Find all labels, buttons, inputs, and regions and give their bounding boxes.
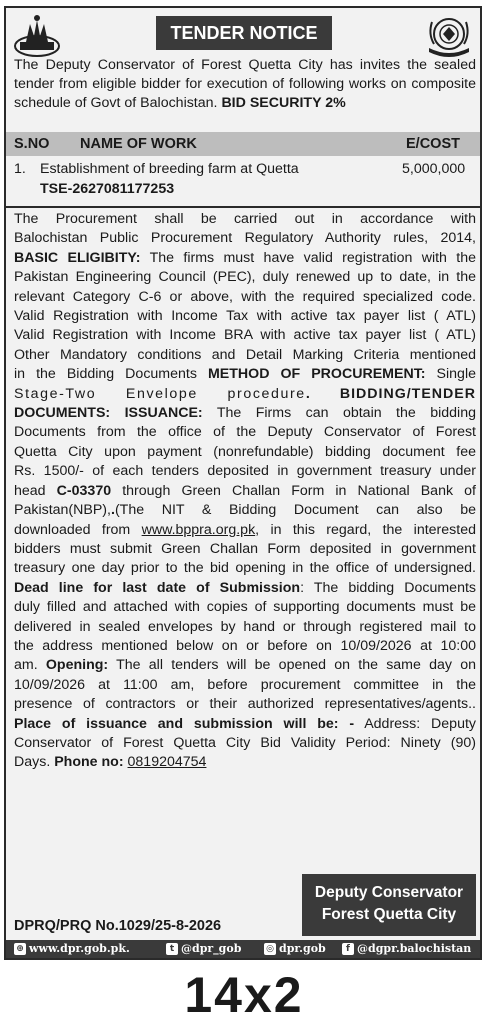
signature-line-1: Deputy Conservator xyxy=(314,884,464,901)
body-text: delivered in sealed envelopes by hand or through registered mail to xyxy=(14,618,476,635)
body-line xyxy=(14,385,476,404)
footer-facebook-text: @dgpr.balochistan xyxy=(357,942,472,955)
footer-website-text: www.dpr.gob.pk. xyxy=(29,942,130,955)
row-sno: 1. xyxy=(14,161,26,177)
body-line xyxy=(14,423,476,442)
body-text: the address mentioned below on or before on 10/09/2026 at 10:00 xyxy=(14,637,476,654)
bppra-website-link[interactable]: www.bppra.org.pk xyxy=(141,521,256,538)
opening-label: Opening: xyxy=(45,657,109,674)
body-text: treasury one day prior to the bid opening in the office of undersigned. xyxy=(14,560,476,577)
basic-eligibility-label: BASIC ELIGIBITY: xyxy=(14,249,141,266)
bid-security: BID SECURITY 2% xyxy=(221,95,346,111)
body-line xyxy=(14,618,476,637)
globe-icon: ⊕ xyxy=(14,943,26,955)
body-text: The Procurement shall be carried out in accordance with xyxy=(14,211,476,227)
body-line xyxy=(14,210,476,229)
body-text: : The bidding Documents xyxy=(300,579,476,596)
body-line xyxy=(14,443,476,462)
body-line xyxy=(14,598,476,617)
body-line xyxy=(14,676,476,695)
place-of-issuance-label: Place of issuance and submission will be: - xyxy=(14,715,355,732)
row-tse-number: TSE-2627081177253 xyxy=(40,181,175,197)
body-text: in the Bidding Documents xyxy=(14,366,208,383)
header-ecost: E/COST xyxy=(406,136,460,152)
row-cost: 5,000,000 xyxy=(402,161,466,177)
body-text: The Firms can obtain the bidding xyxy=(202,405,476,422)
body-text: Single xyxy=(425,366,476,383)
body-text: The all tenders will be opened on the same day on xyxy=(108,657,476,674)
body-line xyxy=(14,540,476,559)
tender-conditions xyxy=(14,210,476,773)
tender-advertisement xyxy=(4,6,482,960)
body-text: Address: Deputy xyxy=(354,715,476,732)
intro-paragraph xyxy=(14,56,476,113)
body-text: Days. xyxy=(14,754,55,771)
body-line xyxy=(14,326,476,345)
reference-number: DPRQ/PRQ No.1029/25-8-2026 xyxy=(14,918,222,934)
phone-number[interactable]: 0819204754 xyxy=(127,754,207,771)
body-line xyxy=(14,365,476,384)
tender-notice-title: TENDER NOTICE xyxy=(156,16,332,50)
body-line xyxy=(14,268,476,287)
method-of-procurement-label: METHOD OF PROCUREMENT: xyxy=(207,366,426,383)
body-line xyxy=(14,521,476,540)
body-text: Quetta City upon payment (nonrefundable) bidding document fee xyxy=(14,443,476,460)
footer-facebook[interactable] xyxy=(342,940,471,958)
body-text: duly filled and attached with copies of supporting documents must be xyxy=(14,599,476,616)
body-line xyxy=(14,404,476,423)
body-text: 10/09/2026 at 11:00 am, before procurement committee in the xyxy=(14,676,476,693)
body-text: , in this regard, the interested xyxy=(255,521,476,538)
phone-label: Phone no: xyxy=(54,754,124,771)
body-text: downloaded from xyxy=(14,521,142,538)
header-sno: S.NO xyxy=(14,136,50,152)
footer-instagram-text: dpr.gob xyxy=(279,942,326,955)
deadline-label: Dead line for last date of Submission xyxy=(14,579,301,596)
body-line xyxy=(14,288,476,307)
body-text: am. xyxy=(14,657,46,674)
body-line xyxy=(14,346,476,365)
body-text: Valid Registration with Income BRA with active tax payer list ( ATL) xyxy=(14,327,476,344)
body-line xyxy=(14,579,476,598)
body-line xyxy=(14,482,476,501)
body-line xyxy=(14,753,476,772)
balochistan-emblem-icon xyxy=(12,12,62,60)
body-text: Conservator of Forest Quetta City Bid Validity Period: Ninety (90) xyxy=(14,734,476,751)
body-line xyxy=(14,695,476,714)
body-line xyxy=(14,501,476,520)
footer-bar xyxy=(6,940,480,958)
body-text: Balochistan Public Procurement Regulatory Authority rules, 2014, xyxy=(14,230,476,247)
body-text: Valid Registration with Income Tax with active tax payer list ( ATL) xyxy=(14,308,476,325)
body-text: . xyxy=(110,502,115,519)
documents-issuance-label: DOCUMENTS: ISSUANCE: xyxy=(14,405,203,422)
body-line xyxy=(14,307,476,326)
body-text: Documents from the office of the Deputy Conservator of Forest xyxy=(14,424,476,441)
header-name-of-work: NAME OF WORK xyxy=(80,136,197,152)
row-work: Establishment of breeding farm at Quetta xyxy=(40,161,299,177)
footer-twitter[interactable] xyxy=(166,940,241,958)
body-text: relevant Category C-6 or above, with the required specialized code. xyxy=(14,288,476,305)
bidding-documents-label: . BIDDING/TENDER xyxy=(305,385,476,402)
government-seal-icon xyxy=(424,12,474,60)
body-text: through Green Challan Form in National Bank of xyxy=(111,482,476,499)
body-text: Pakistan Engineering Council (PEC), duly renewed up to date, in the xyxy=(14,269,476,286)
body-line xyxy=(14,559,476,578)
body-line xyxy=(14,715,476,734)
body-line xyxy=(14,637,476,656)
ad-size-label: 14x2 xyxy=(184,967,304,1023)
body-line xyxy=(14,734,476,753)
facebook-icon: f xyxy=(342,943,354,955)
divider xyxy=(6,206,480,208)
footer-website[interactable] xyxy=(14,940,130,958)
head-code: C-03370 xyxy=(56,482,112,499)
instagram-icon: ◎ xyxy=(264,943,276,955)
table-header xyxy=(6,132,480,156)
intro-text: The Deputy Conservator of Forest Quetta City has invites the sealed tender from eligible bidder for execution of following works on composite schedule of Govt of Balochistan. xyxy=(14,57,476,111)
table-row xyxy=(6,158,480,206)
footer-twitter-text: @dpr_gob xyxy=(181,942,242,955)
body-text: bidders must submit Green Challan Form deposited in government xyxy=(14,540,476,557)
twitter-icon: t xyxy=(166,943,178,955)
body-line xyxy=(14,229,476,248)
body-text: (The NIT & Bidding Document can also be xyxy=(114,502,476,519)
body-text: The firms must have valid registration with the xyxy=(140,249,477,266)
footer-instagram[interactable] xyxy=(264,940,326,958)
signature-line-2: Forest Quetta City xyxy=(321,906,457,923)
body-text: head xyxy=(14,482,57,499)
signature-block xyxy=(302,874,476,936)
body-text: presence of contractors or their authorized representatives/agents.. xyxy=(14,696,476,713)
body-line xyxy=(14,462,476,481)
body-line xyxy=(14,249,476,268)
body-text: Rs. 1500/- of each tenders deposited in government treasury under xyxy=(14,463,476,480)
body-line xyxy=(14,656,476,675)
body-text: Pakistan(NBP), xyxy=(14,502,111,519)
body-text: Other Mandatory conditions and Detail Marking Criteria mentioned xyxy=(14,346,476,363)
body-text: Stage-Two Envelope procedure xyxy=(14,385,306,402)
